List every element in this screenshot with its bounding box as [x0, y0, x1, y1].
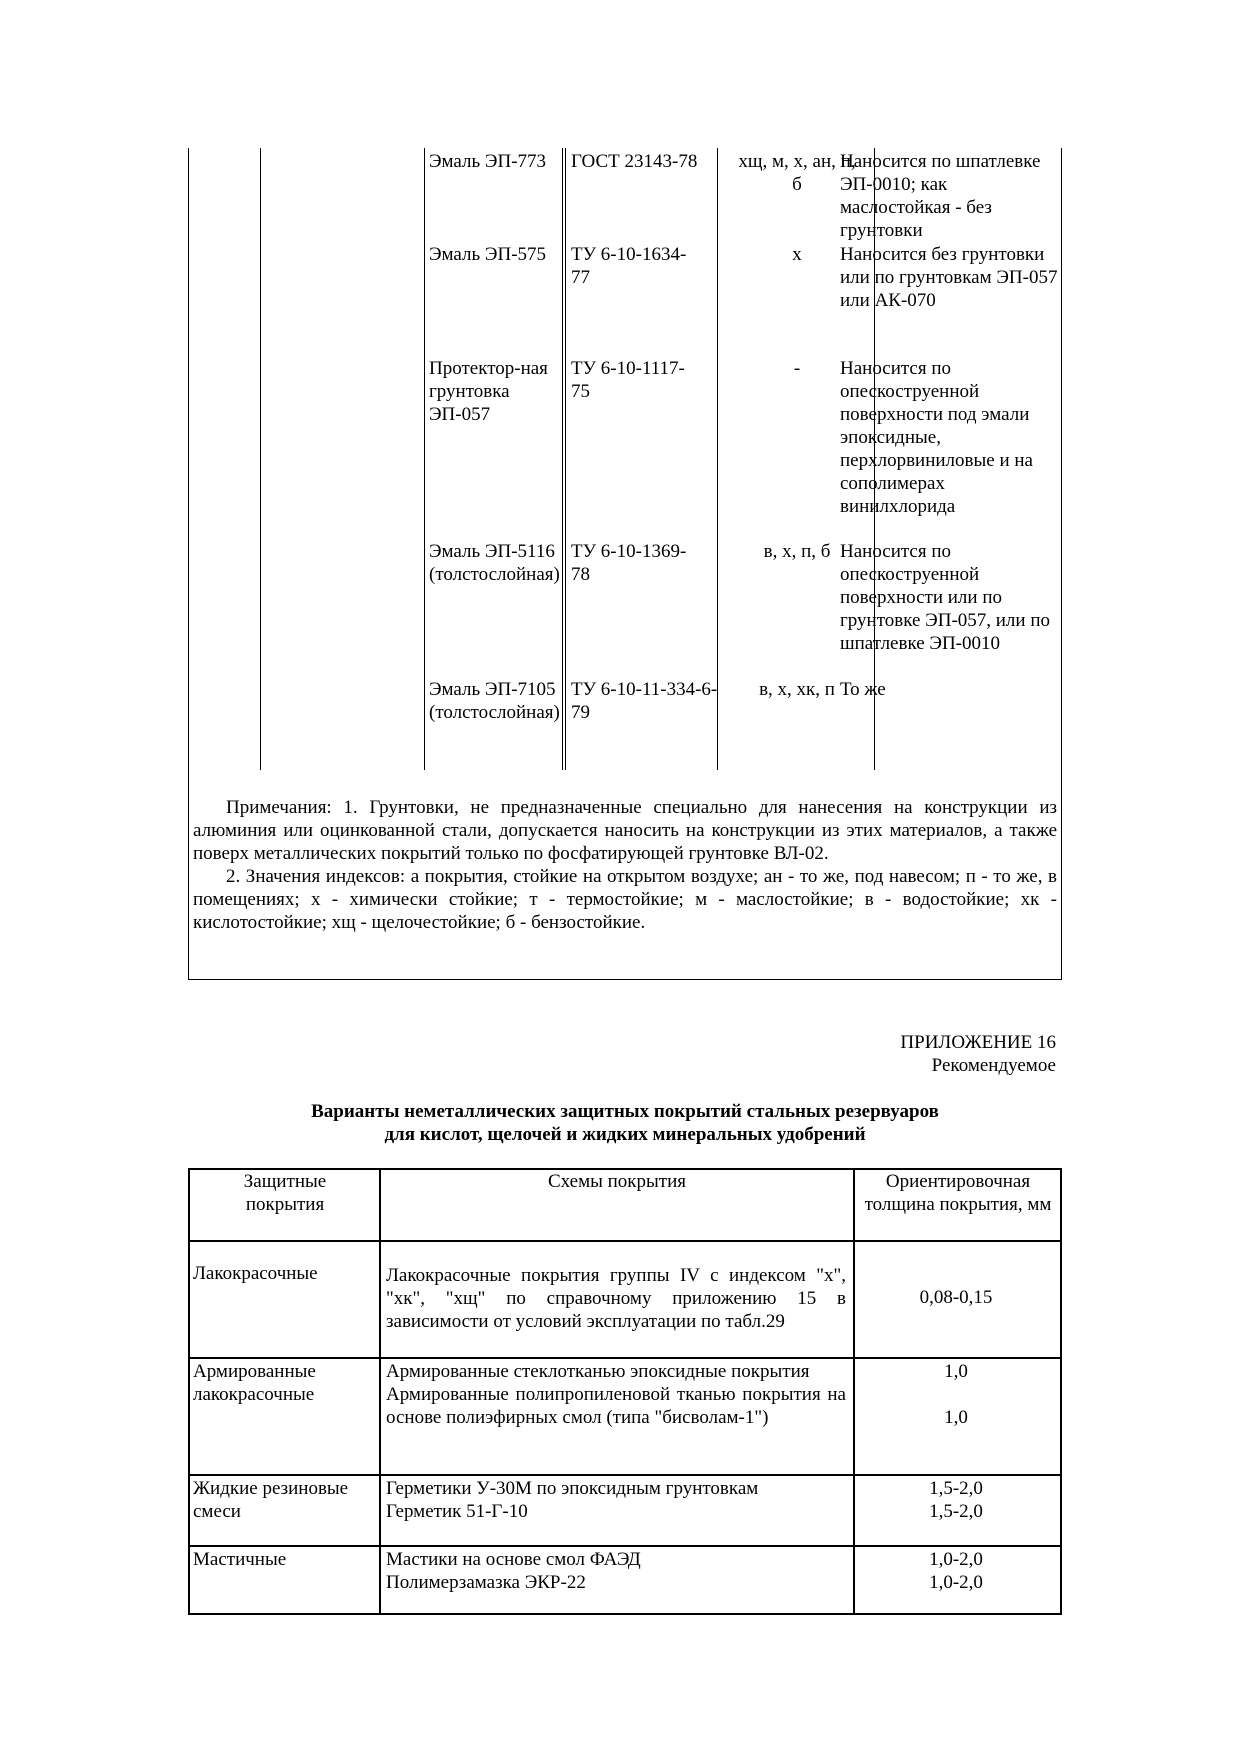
table-row-divider — [188, 1240, 1062, 1242]
table-cell-scheme: Мастики на основе смол ФАЭД — [386, 1549, 641, 1570]
heading-line-2: для кислот, щелочей и жидких минеральных удобрений — [384, 1124, 866, 1145]
table-divider — [260, 148, 261, 770]
table-border-left — [188, 148, 189, 980]
table-cell-note: То же — [840, 679, 886, 700]
table-cell-thickness: 1,0 — [944, 1407, 968, 1428]
table-cell-scheme: Армированные полипропиленовой тканью покрытия на основе полиэфирных смол (типа "бисволам-1") — [386, 1384, 846, 1428]
table-cell-name: Эмаль ЭП-7105 (толстослойная) — [429, 679, 560, 723]
table-cell-note: Наносится по шпатлевке ЭП-0010; как маслостойкая - без грунтовки — [840, 151, 1041, 241]
table-cell-name: Эмаль ЭП-773 — [429, 151, 547, 172]
table-row-divider — [188, 1545, 1062, 1547]
table-cell-note: Наносится по опескоструенной поверхности под эмали эпоксидные, перхлорвиниловые и на сополимерах винилхлорида — [840, 358, 1033, 517]
table-cell-type: Лакокрасочные — [193, 1263, 318, 1284]
appendix-title: ПРИЛОЖЕНИЕ 16 — [900, 1032, 1056, 1053]
variants-table — [188, 1168, 1062, 1615]
note-1: Примечания: 1. Грунтовки, не предназначенные специально для нанесения на конструкции из алюминия или оцинкованной стали, допускается наносить на конструкции из этих материалов, а также поверх металлических покрытий только по фосфатирующей грунтовке ВЛ-02. — [193, 797, 1057, 864]
table-cell-index: - — [793, 358, 801, 379]
table-cell-scheme: Полимерзамазка ЭКР-22 — [386, 1572, 586, 1593]
heading-line-1: Варианты неметаллических защитных покрытий стальных резервуаров — [311, 1101, 939, 1122]
appendix-subtitle: Рекомендуемое — [931, 1055, 1056, 1076]
table-cell-standard: ТУ 6-10-1634-77 — [571, 244, 687, 288]
table-heading — [188, 1100, 1062, 1146]
table-cell-scheme: Армированные стеклотканью эпоксидные покрытия — [386, 1361, 810, 1382]
table-border-left — [188, 1168, 190, 1615]
table-cell-type: Жидкие резиновые смеси — [193, 1478, 349, 1522]
table-cell-index: х — [792, 244, 802, 265]
header-thickness: Ориентировочная толщина покрытия, мм — [864, 1171, 1052, 1215]
table-notes — [193, 796, 1057, 934]
table-row-divider — [188, 1474, 1062, 1476]
table-cell-standard: ТУ 6-10-1369-78 — [571, 541, 687, 585]
table-cell-scheme: Лакокрасочные покрытия группы IV с индексом "х", "хк", "хщ" по справочному приложению 15 в зависимости от условий эксплуатации по табл.29 — [386, 1265, 846, 1332]
table-cell-scheme: Герметик 51-Г-10 — [386, 1501, 528, 1522]
table-cell-index: в, х, п, б — [763, 541, 831, 562]
table-cell-thickness: 1,0-2,0 — [929, 1572, 983, 1593]
table-divider — [565, 148, 566, 770]
table-cell-thickness: 0,08-0,15 — [919, 1287, 993, 1308]
table-row-divider — [188, 1357, 1062, 1359]
table-cell-standard: ГОСТ 23143-78 — [571, 151, 698, 172]
table-border-bottom — [188, 1613, 1062, 1615]
table-cell-standard: ТУ 6-10-1117-75 — [571, 358, 685, 402]
table-border-bottom — [188, 979, 1062, 980]
table-cell-scheme: Герметики У-30М по эпоксидным грунтовкам — [386, 1478, 759, 1499]
header-protective-coatings: Защитные покрытия — [243, 1171, 327, 1215]
table-cell-name: Эмаль ЭП-575 — [429, 244, 547, 265]
header-coating-schemes: Схемы покрытия — [547, 1171, 687, 1192]
table-divider — [562, 148, 563, 770]
note-2: 2. Значения индексов: а покрытия, стойкие на открытом воздухе; ан - то же, под навесом; п - то же, в помещениях; х - химически стойкие; т - термостойкие; м - маслостойкие; в - водостойкие; хк - кислотостойкие; хщ - щелочестойкие; б - бензостойкие. — [193, 866, 1057, 933]
table-border-right — [1060, 1168, 1062, 1615]
table-cell-type: Армированные лакокрасочные — [193, 1361, 316, 1405]
table-cell-index: в, х, хк, п — [759, 679, 835, 700]
table-divider — [717, 148, 718, 770]
table-cell-thickness: 1,0-2,0 — [929, 1549, 983, 1570]
table-cell-type: Мастичные — [193, 1549, 287, 1570]
table-cell-thickness: 1,0 — [944, 1361, 968, 1382]
table-cell-standard: ТУ 6-10-11-334-6-79 — [571, 679, 718, 723]
table-cell-name: Эмаль ЭП-5116 (толстослойная) — [429, 541, 560, 585]
table-cell-index: хщ, м, х, ан, п, б — [738, 151, 856, 195]
table-cell-name: Протектор-ная грунтовка ЭП-057 — [429, 358, 548, 425]
table-cell-thickness: 1,5-2,0 — [929, 1501, 983, 1522]
table-col-divider — [379, 1168, 381, 1615]
table-cell-thickness: 1,5-2,0 — [929, 1478, 983, 1499]
table-cell-note: Наносится без грунтовки или по грунтовкам ЭП-057 или АК-070 — [840, 244, 1058, 311]
table-cell-note: Наносится по опескоструенной поверхности или по грунтовке ЭП-057, или по шпатлевке ЭП-0010 — [840, 541, 1051, 654]
table-divider — [424, 148, 425, 770]
